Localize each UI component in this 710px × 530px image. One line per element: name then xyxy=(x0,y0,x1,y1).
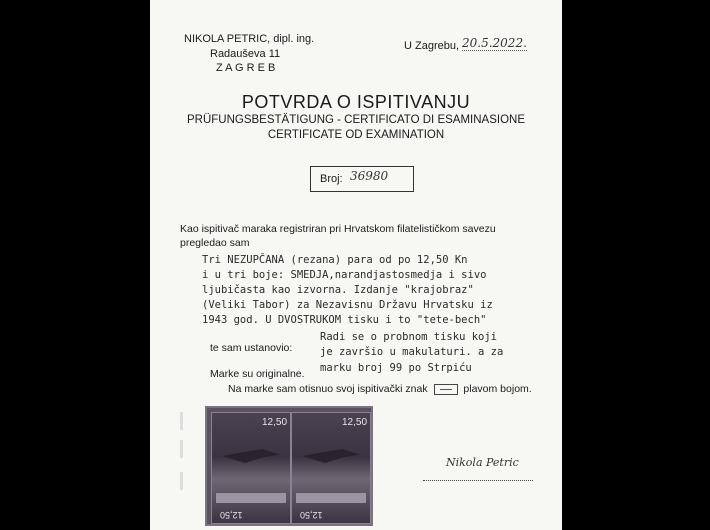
stamp-value-top: 12,50 xyxy=(342,417,368,428)
number-label: Broj: xyxy=(320,173,343,185)
sender-street: Radauševa 11 xyxy=(210,48,281,60)
stamp-right xyxy=(291,412,371,524)
certificate-number: 36980 xyxy=(350,169,389,183)
description-line: 1943 god. U DVOSTRUKOM tisku i to "tete-bech" xyxy=(202,314,487,326)
certificate-date: 20.5.2022. xyxy=(462,36,527,50)
originality-text: marku broj 99 po Strpiću xyxy=(320,362,472,374)
stamp-caption-band xyxy=(296,493,366,503)
description-line: i u tri boje: SMEDJA,narandjastosmedja i sivo xyxy=(202,269,487,281)
stamp-value-bottom: 12,50 xyxy=(300,510,323,520)
stamp-value-bottom: 12,50 xyxy=(220,510,243,520)
paper-mark xyxy=(180,440,183,458)
signature: Nikola Petric xyxy=(446,456,519,469)
place-label: U Zagrebu, xyxy=(404,40,460,52)
certificate-subtitle-1: PRÜFUNGSBESTÄTIGUNG - CERTIFICATO DI ESAMINASIONE xyxy=(186,114,525,126)
paper-mark xyxy=(180,472,183,490)
paper-mark xyxy=(180,412,183,430)
examiner-mark-icon xyxy=(434,384,458,395)
certificate-subtitle-2: CERTIFICATE OD EXAMINATION xyxy=(267,129,445,141)
originality-label: Marke su originalne. xyxy=(210,368,305,380)
stamp-note-before: Na marke sam otisnuo svoj ispitivački znak xyxy=(228,383,428,395)
stamp-caption-band xyxy=(216,493,286,503)
aircraft-icon xyxy=(302,449,360,463)
stamp-value-top: 12,50 xyxy=(262,417,288,428)
certificate-page xyxy=(150,0,562,530)
stamp-note-after: plavom bojom. xyxy=(463,383,532,395)
intro-line-2: pregledao sam xyxy=(180,237,250,249)
sender-name: NIKOLA PETRIC, dipl. ing. xyxy=(184,33,315,45)
aircraft-icon xyxy=(222,449,280,463)
stamp-left xyxy=(211,412,291,524)
description-line: Tri NEZUPČANA (rezana) para od po 12,50 Kn xyxy=(202,254,468,266)
stamp-note xyxy=(228,383,532,395)
findings-label: te sam ustanovio: xyxy=(210,342,293,354)
signature-line xyxy=(423,480,533,481)
stamp-pair-image xyxy=(205,406,373,526)
intro-line-1: Kao ispitivač maraka registriran pri Hrvatskom filatelističkom savezu xyxy=(180,223,496,235)
sender-city: Z A G R E B xyxy=(216,62,276,74)
findings-line: je završio u makulaturi. a za xyxy=(320,346,504,358)
findings-line: Radi se o probnom tisku koji xyxy=(320,331,498,343)
certificate-title: POTVRDA O ISPITIVANJU xyxy=(241,92,471,112)
description-line: (Veliki Tabor) za Nezavisnu Državu Hrvatsku iz xyxy=(202,299,493,311)
description-line: ljubičasta kao izvorna. Izdanje "krajobraz" xyxy=(202,284,474,296)
